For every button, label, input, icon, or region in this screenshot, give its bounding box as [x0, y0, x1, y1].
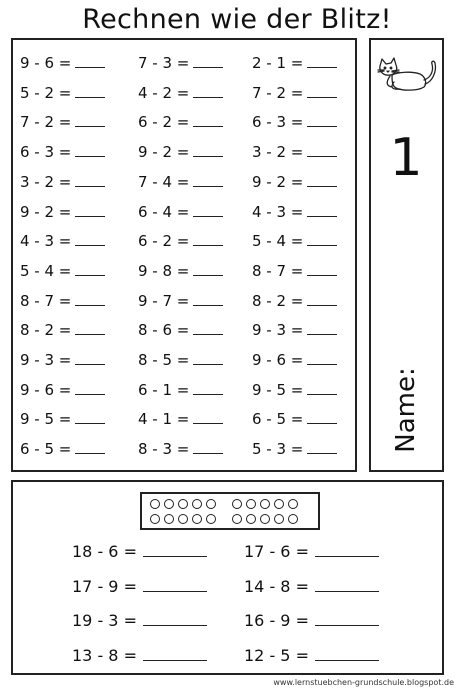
answer-blank[interactable] [307, 112, 337, 127]
bottom-problem [244, 610, 379, 630]
problem-expression: 4 - 3 = [252, 202, 304, 221]
problem-expression: 9 - 5 = [252, 380, 304, 399]
problem-expression: 8 - 7 = [252, 261, 304, 280]
problem [252, 439, 337, 458]
problem [252, 291, 337, 310]
problem [138, 439, 223, 458]
problem-expression: 8 - 2 = [252, 291, 304, 310]
answer-blank[interactable] [307, 380, 337, 395]
problem-expression: 8 - 5 = [138, 351, 190, 369]
problem [138, 409, 223, 428]
problem-expression: 16 - 9 = [244, 611, 309, 630]
problem-expression: 6 - 3 = [252, 113, 304, 132]
problem [138, 261, 223, 280]
problem-expression: 8 - 3 = [138, 440, 190, 459]
problem [138, 350, 223, 369]
problem [138, 291, 223, 310]
problem [20, 291, 105, 310]
answer-blank[interactable] [193, 261, 223, 276]
answer-blank[interactable] [193, 350, 223, 365]
frame-circle [192, 514, 202, 524]
problem-expression: 4 - 2 = [138, 83, 190, 102]
table-row [20, 261, 350, 283]
answer-blank[interactable] [307, 291, 337, 306]
problem [138, 53, 223, 72]
problem-expression: 9 - 8 = [138, 261, 190, 280]
problem [20, 380, 105, 399]
answer-blank[interactable] [193, 83, 223, 98]
problem [20, 142, 105, 161]
problem-expression: 9 - 3 = [20, 351, 72, 369]
frame-circle [206, 499, 216, 509]
answer-blank[interactable] [193, 291, 223, 306]
answer-blank[interactable] [75, 380, 105, 395]
answer-blank[interactable] [315, 576, 379, 592]
frame-circle [232, 499, 242, 509]
problem [252, 202, 337, 221]
problem-expression: 5 - 2 = [20, 83, 72, 102]
problem-expression: 6 - 4 = [138, 202, 190, 221]
problem-expression: 6 - 2 = [138, 232, 190, 251]
frame-circle [288, 514, 298, 524]
problem-expression: 17 - 9 = [72, 577, 137, 596]
frame-circle [150, 499, 160, 509]
problem-expression: 7 - 2 = [252, 83, 304, 102]
table-row [20, 202, 350, 224]
answer-blank[interactable] [193, 439, 223, 454]
problem-expression: 9 - 5 = [20, 410, 72, 429]
answer-blank[interactable] [193, 202, 223, 217]
problem-expression: 9 - 6 = [20, 54, 72, 72]
problem [252, 172, 337, 191]
answer-blank[interactable] [75, 439, 105, 454]
problem-expression: 8 - 2 = [20, 321, 72, 340]
problem [138, 142, 223, 161]
frame-circle [178, 514, 188, 524]
frame-circle [192, 499, 202, 509]
problem-expression: 4 - 1 = [138, 410, 190, 429]
problem-expression: 9 - 2 = [252, 172, 304, 191]
problem [138, 320, 223, 339]
answer-blank[interactable] [75, 409, 105, 424]
worksheet-title: Rechnen wie der Blitz! [82, 4, 392, 35]
answer-blank[interactable] [75, 172, 105, 187]
bottom-problem [72, 610, 207, 630]
answer-blank[interactable] [193, 112, 223, 127]
problem [138, 172, 223, 191]
problem-expression: 7 - 4 = [138, 172, 190, 191]
problem-expression: 19 - 3 = [72, 611, 137, 630]
answer-blank[interactable] [307, 83, 337, 98]
answer-blank[interactable] [307, 439, 337, 454]
frame-circle [232, 514, 242, 524]
bottom-problem [72, 645, 207, 665]
problem-expression: 7 - 2 = [20, 113, 72, 132]
frame-circle [274, 499, 284, 509]
problem-expression: 3 - 2 = [252, 143, 304, 162]
problem-expression: 8 - 7 = [20, 291, 72, 310]
problem [252, 112, 337, 131]
table-row [20, 320, 350, 342]
problem-expression: 14 - 8 = [244, 577, 309, 596]
answer-blank[interactable] [307, 261, 337, 276]
problem [20, 261, 105, 280]
problem-expression: 5 - 3 = [252, 440, 304, 459]
problem-expression: 4 - 3 = [20, 232, 72, 251]
answer-blank[interactable] [193, 409, 223, 424]
answer-blank[interactable] [315, 645, 379, 661]
answer-blank[interactable] [307, 409, 337, 424]
problem-expression: 6 - 5 = [252, 410, 304, 429]
problem [252, 380, 337, 399]
problem [252, 320, 337, 339]
answer-blank[interactable] [193, 142, 223, 157]
answer-blank[interactable] [75, 320, 105, 335]
bottom-problem [244, 576, 379, 596]
answer-blank[interactable] [307, 320, 337, 335]
answer-blank[interactable] [193, 380, 223, 395]
table-row [20, 172, 350, 194]
footer-url: www.lernstuebchen-grundschule.blogspot.de [273, 678, 454, 687]
problem [252, 53, 337, 72]
problem-expression: 17 - 6 = [244, 542, 309, 561]
problem-expression: 5 - 4 = [20, 261, 72, 280]
problem-expression: 12 - 5 = [244, 646, 309, 665]
problem-expression: 8 - 6 = [138, 321, 190, 340]
problem-expression: 13 - 8 = [72, 646, 137, 665]
answer-blank[interactable] [75, 291, 105, 306]
problem-expression: 9 - 6 = [252, 351, 304, 369]
table-row [20, 231, 350, 253]
problem [252, 409, 337, 428]
answer-blank[interactable] [143, 610, 207, 626]
problem [252, 261, 337, 280]
table-row [20, 53, 350, 75]
table-row [20, 291, 350, 313]
answer-blank[interactable] [75, 261, 105, 276]
problem [20, 83, 105, 102]
problem [20, 202, 105, 221]
answer-blank[interactable] [75, 142, 105, 157]
problem-expression: 3 - 2 = [20, 172, 72, 191]
problem-expression: 5 - 4 = [252, 232, 304, 251]
problem-expression: 6 - 5 = [20, 440, 72, 459]
answer-blank[interactable] [75, 83, 105, 98]
problem-expression: 9 - 2 = [20, 202, 72, 221]
table-row [20, 83, 350, 105]
problem [138, 380, 223, 399]
answer-blank[interactable] [75, 53, 105, 68]
problem [20, 350, 105, 369]
problem-expression: 2 - 1 = [252, 54, 304, 72]
answer-blank[interactable] [75, 231, 105, 246]
problem [252, 350, 337, 369]
problem [20, 439, 105, 458]
frame-circle [246, 514, 256, 524]
problem-expression: 9 - 2 = [138, 143, 190, 162]
answer-blank[interactable] [75, 350, 105, 365]
bottom-problem [244, 645, 379, 665]
problem-expression: 6 - 2 = [138, 113, 190, 132]
problem [138, 112, 223, 131]
frame-circle [274, 514, 284, 524]
answer-blank[interactable] [193, 172, 223, 187]
frame-circle [260, 514, 270, 524]
answer-blank[interactable] [75, 112, 105, 127]
cat-icon [372, 52, 440, 96]
problem-expression: 7 - 3 = [138, 54, 190, 72]
bottom-problem [72, 541, 207, 561]
answer-blank[interactable] [193, 231, 223, 246]
table-row [20, 409, 350, 431]
problem [252, 142, 337, 161]
name-label: Name: [391, 367, 421, 453]
frame-circle [164, 514, 174, 524]
table-row [20, 380, 350, 402]
problem [20, 320, 105, 339]
table-row [20, 142, 350, 164]
worksheet-number: 1 [389, 128, 423, 188]
problem [20, 53, 105, 72]
answer-blank[interactable] [307, 53, 337, 68]
frame-circle [246, 499, 256, 509]
frame-circle [164, 499, 174, 509]
answer-blank[interactable] [75, 202, 105, 217]
frame-circle [150, 514, 160, 524]
problem-expression: 6 - 1 = [138, 380, 190, 399]
answer-blank[interactable] [307, 142, 337, 157]
answer-blank[interactable] [315, 610, 379, 626]
twenty-frame [140, 492, 320, 530]
problem-expression: 9 - 7 = [138, 291, 190, 310]
problem [20, 172, 105, 191]
answer-blank[interactable] [193, 320, 223, 335]
problem [138, 83, 223, 102]
answer-blank[interactable] [307, 202, 337, 217]
answer-blank[interactable] [193, 53, 223, 68]
frame-circle [260, 499, 270, 509]
problem-expression: 18 - 6 = [72, 542, 137, 561]
problem [138, 231, 223, 250]
answer-blank[interactable] [143, 541, 207, 557]
bottom-problem [72, 576, 207, 596]
answer-blank[interactable] [307, 231, 337, 246]
problem [20, 112, 105, 131]
problem-expression: 9 - 3 = [252, 321, 304, 340]
bottom-problem [244, 541, 379, 561]
table-row [20, 350, 350, 372]
problem-expression: 6 - 3 = [20, 143, 72, 162]
answer-blank[interactable] [143, 645, 207, 661]
table-row [20, 112, 350, 134]
answer-blank[interactable] [315, 541, 379, 557]
frame-circle [206, 514, 216, 524]
problem [20, 231, 105, 250]
table-row [20, 439, 350, 461]
problem [252, 231, 337, 250]
frame-circle [178, 499, 188, 509]
problem-expression: 9 - 6 = [20, 380, 72, 399]
answer-blank[interactable] [143, 576, 207, 592]
problem [20, 409, 105, 428]
answer-blank[interactable] [307, 172, 337, 187]
frame-circle [288, 499, 298, 509]
answer-blank[interactable] [307, 350, 337, 365]
problem [138, 202, 223, 221]
problem [252, 83, 337, 102]
